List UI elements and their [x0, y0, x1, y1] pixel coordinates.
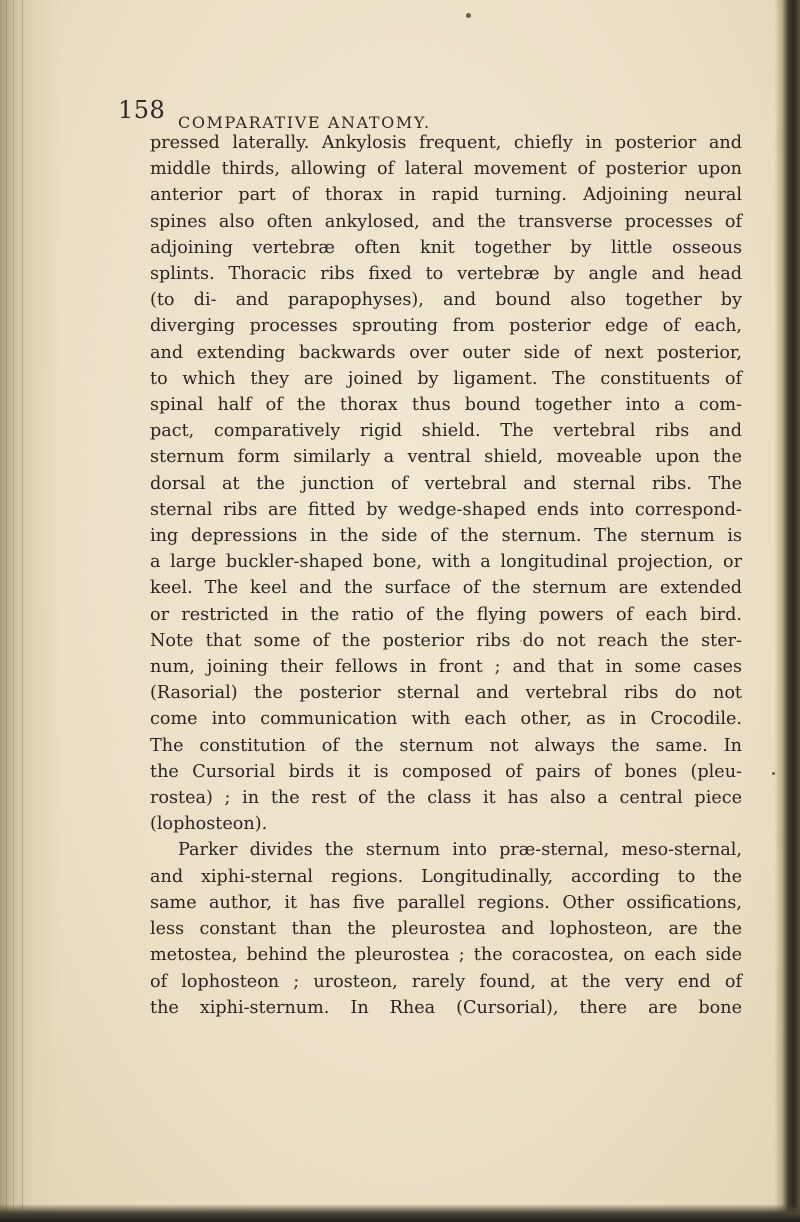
text-line: dorsal at the junction of vertebral and sternal ribs. The: [150, 473, 742, 494]
text-line: spines also often ankylosed, and the transverse processes of: [150, 211, 742, 232]
text-line: ing depressions in the side of the sternum. The sternum is: [150, 526, 742, 547]
text-line: or restricted in the ratio of the flying powers of each bird.: [150, 604, 742, 625]
binding-gutter: [0, 0, 60, 1222]
text-line: come into communication with each other, as in Crocodile.: [150, 709, 742, 730]
text-line: and extending backwards over outer side of next posterior,: [150, 342, 742, 363]
text-line: pact, comparatively rigid shield. The vertebral ribs and: [150, 421, 742, 442]
text-line: the xiphi-sternum. In Rhea (Cursorial), there are bone: [150, 997, 742, 1018]
gutter-crease: [22, 0, 23, 1222]
text-line: (lophosteon).: [150, 814, 268, 835]
text-line: (to di- and parapophyses), and bound also together by: [150, 290, 742, 311]
text-line: rostea) ; in the rest of the class it has also a central piece: [150, 788, 742, 809]
text-line: spinal half of the thorax thus bound together into a com-: [150, 395, 742, 416]
paper-speck: [772, 772, 775, 775]
text-line: anterior part of thorax in rapid turning. Adjoining neural: [150, 185, 742, 206]
running-title: COMPARATIVE ANATOMY.: [178, 113, 431, 132]
text-line: Note that some of the posterior ribs do not reach the ster-: [150, 630, 742, 651]
text-line: less constant than the pleurostea and lophosteon, are the: [150, 919, 742, 940]
page-number: 158: [118, 96, 166, 124]
text-line: Parker divides the sternum into præ-sternal, meso-sternal,: [178, 840, 742, 861]
text-line: keel. The keel and the surface of the sternum are extended: [150, 578, 742, 599]
text-line: to which they are joined by ligament. The constituents of: [150, 368, 742, 389]
text-line: and xiphi-sternal regions. Longitudinally, according to the: [150, 866, 742, 887]
gutter-crease: [13, 0, 14, 1222]
text-line: of lophosteon ; urosteon, rarely found, at the very end of: [150, 971, 742, 992]
text-line: splints. Thoracic ribs fixed to vertebræ by angle and head: [150, 264, 742, 285]
text-line: num, joining their fellows in front ; and that in some cases: [150, 657, 742, 678]
text-line: adjoining vertebræ often knit together by little osseous: [150, 237, 742, 258]
text-line: diverging processes sprouting from posterior edge of each,: [150, 316, 742, 337]
text-line: pressed laterally. Ankylosis frequent, chiefly in posterior and: [150, 133, 742, 153]
paper-speck: [466, 13, 471, 18]
text-line: metostea, behind the pleurostea ; the coracostea, on each side: [150, 945, 742, 966]
text-line: middle thirds, allowing of lateral movement of posterior upon: [150, 159, 742, 180]
gutter-crease: [6, 0, 7, 1222]
text-line: the Cursorial birds it is composed of pairs of bones (pleu-: [150, 761, 742, 782]
text-line: The constitution of the sternum not always the same. In: [150, 735, 742, 756]
page-edge-bottom: [0, 1204, 800, 1222]
text-line: sternum form similarly a ventral shield, moveable upon the: [150, 447, 742, 468]
page-edge-right: [774, 0, 800, 1222]
body-text: [150, 130, 742, 1021]
text-line: (Rasorial) the posterior sternal and vertebral ribs do not: [150, 683, 742, 704]
text-line: a large buckler-shaped bone, with a longitudinal projection, or: [150, 552, 742, 573]
text-line: same author, it has five parallel regions. Other ossifications,: [150, 892, 742, 913]
text-line: sternal ribs are fitted by wedge-shaped ends into correspond-: [150, 499, 742, 520]
